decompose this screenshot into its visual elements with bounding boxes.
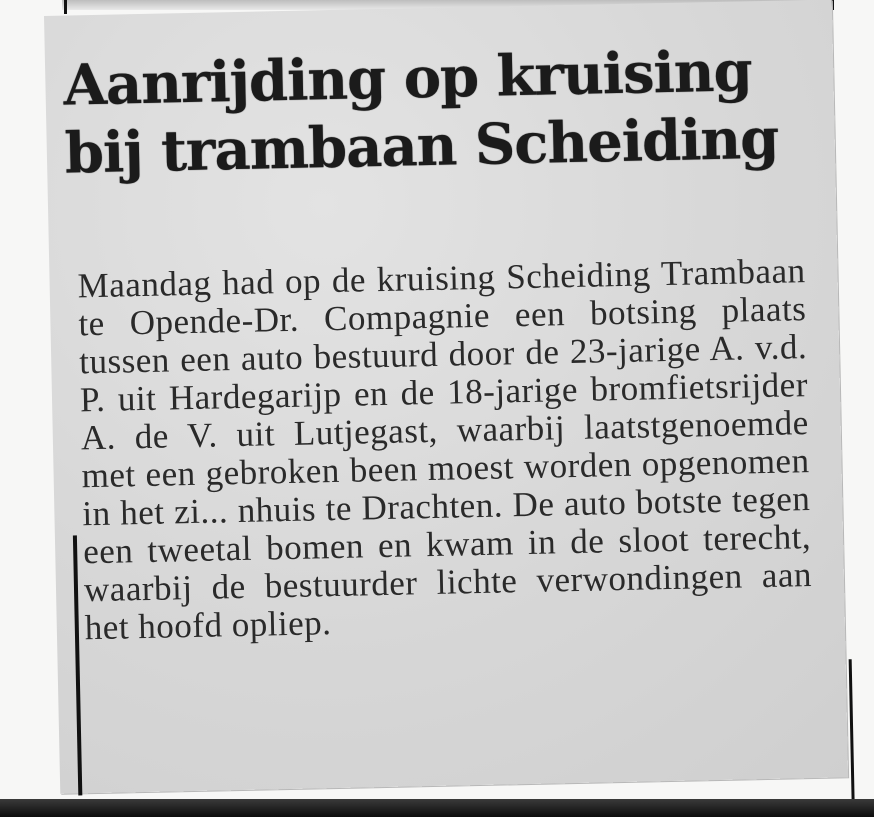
scan-mark	[64, 0, 67, 14]
scanner-bottom-edge	[0, 799, 874, 817]
article-headline: Aanrijding op kruising bij trambaan Scheiding	[62, 38, 779, 187]
article-body: Maandag had op de kruising Scheiding Trambaan te Opende-Dr. Compagnie een botsing plaats tussen een auto bestuurd door de 23-jarige A. v.d. P. uit Hardegarijp en de 18-jarige bromfietsrijder A. de V. uit Lutjegast, waarbij laatstgenoemde met een gebroken been moest worden opgenomen in het zi... nhuis te Drachten. De auto botste tegen een tweetal bomen en kwam in de sloot terecht, waarbij de bestuurder lichte verwondingen aan het hoofd opliep.	[77, 251, 813, 648]
newspaper-clipping	[44, 0, 848, 794]
